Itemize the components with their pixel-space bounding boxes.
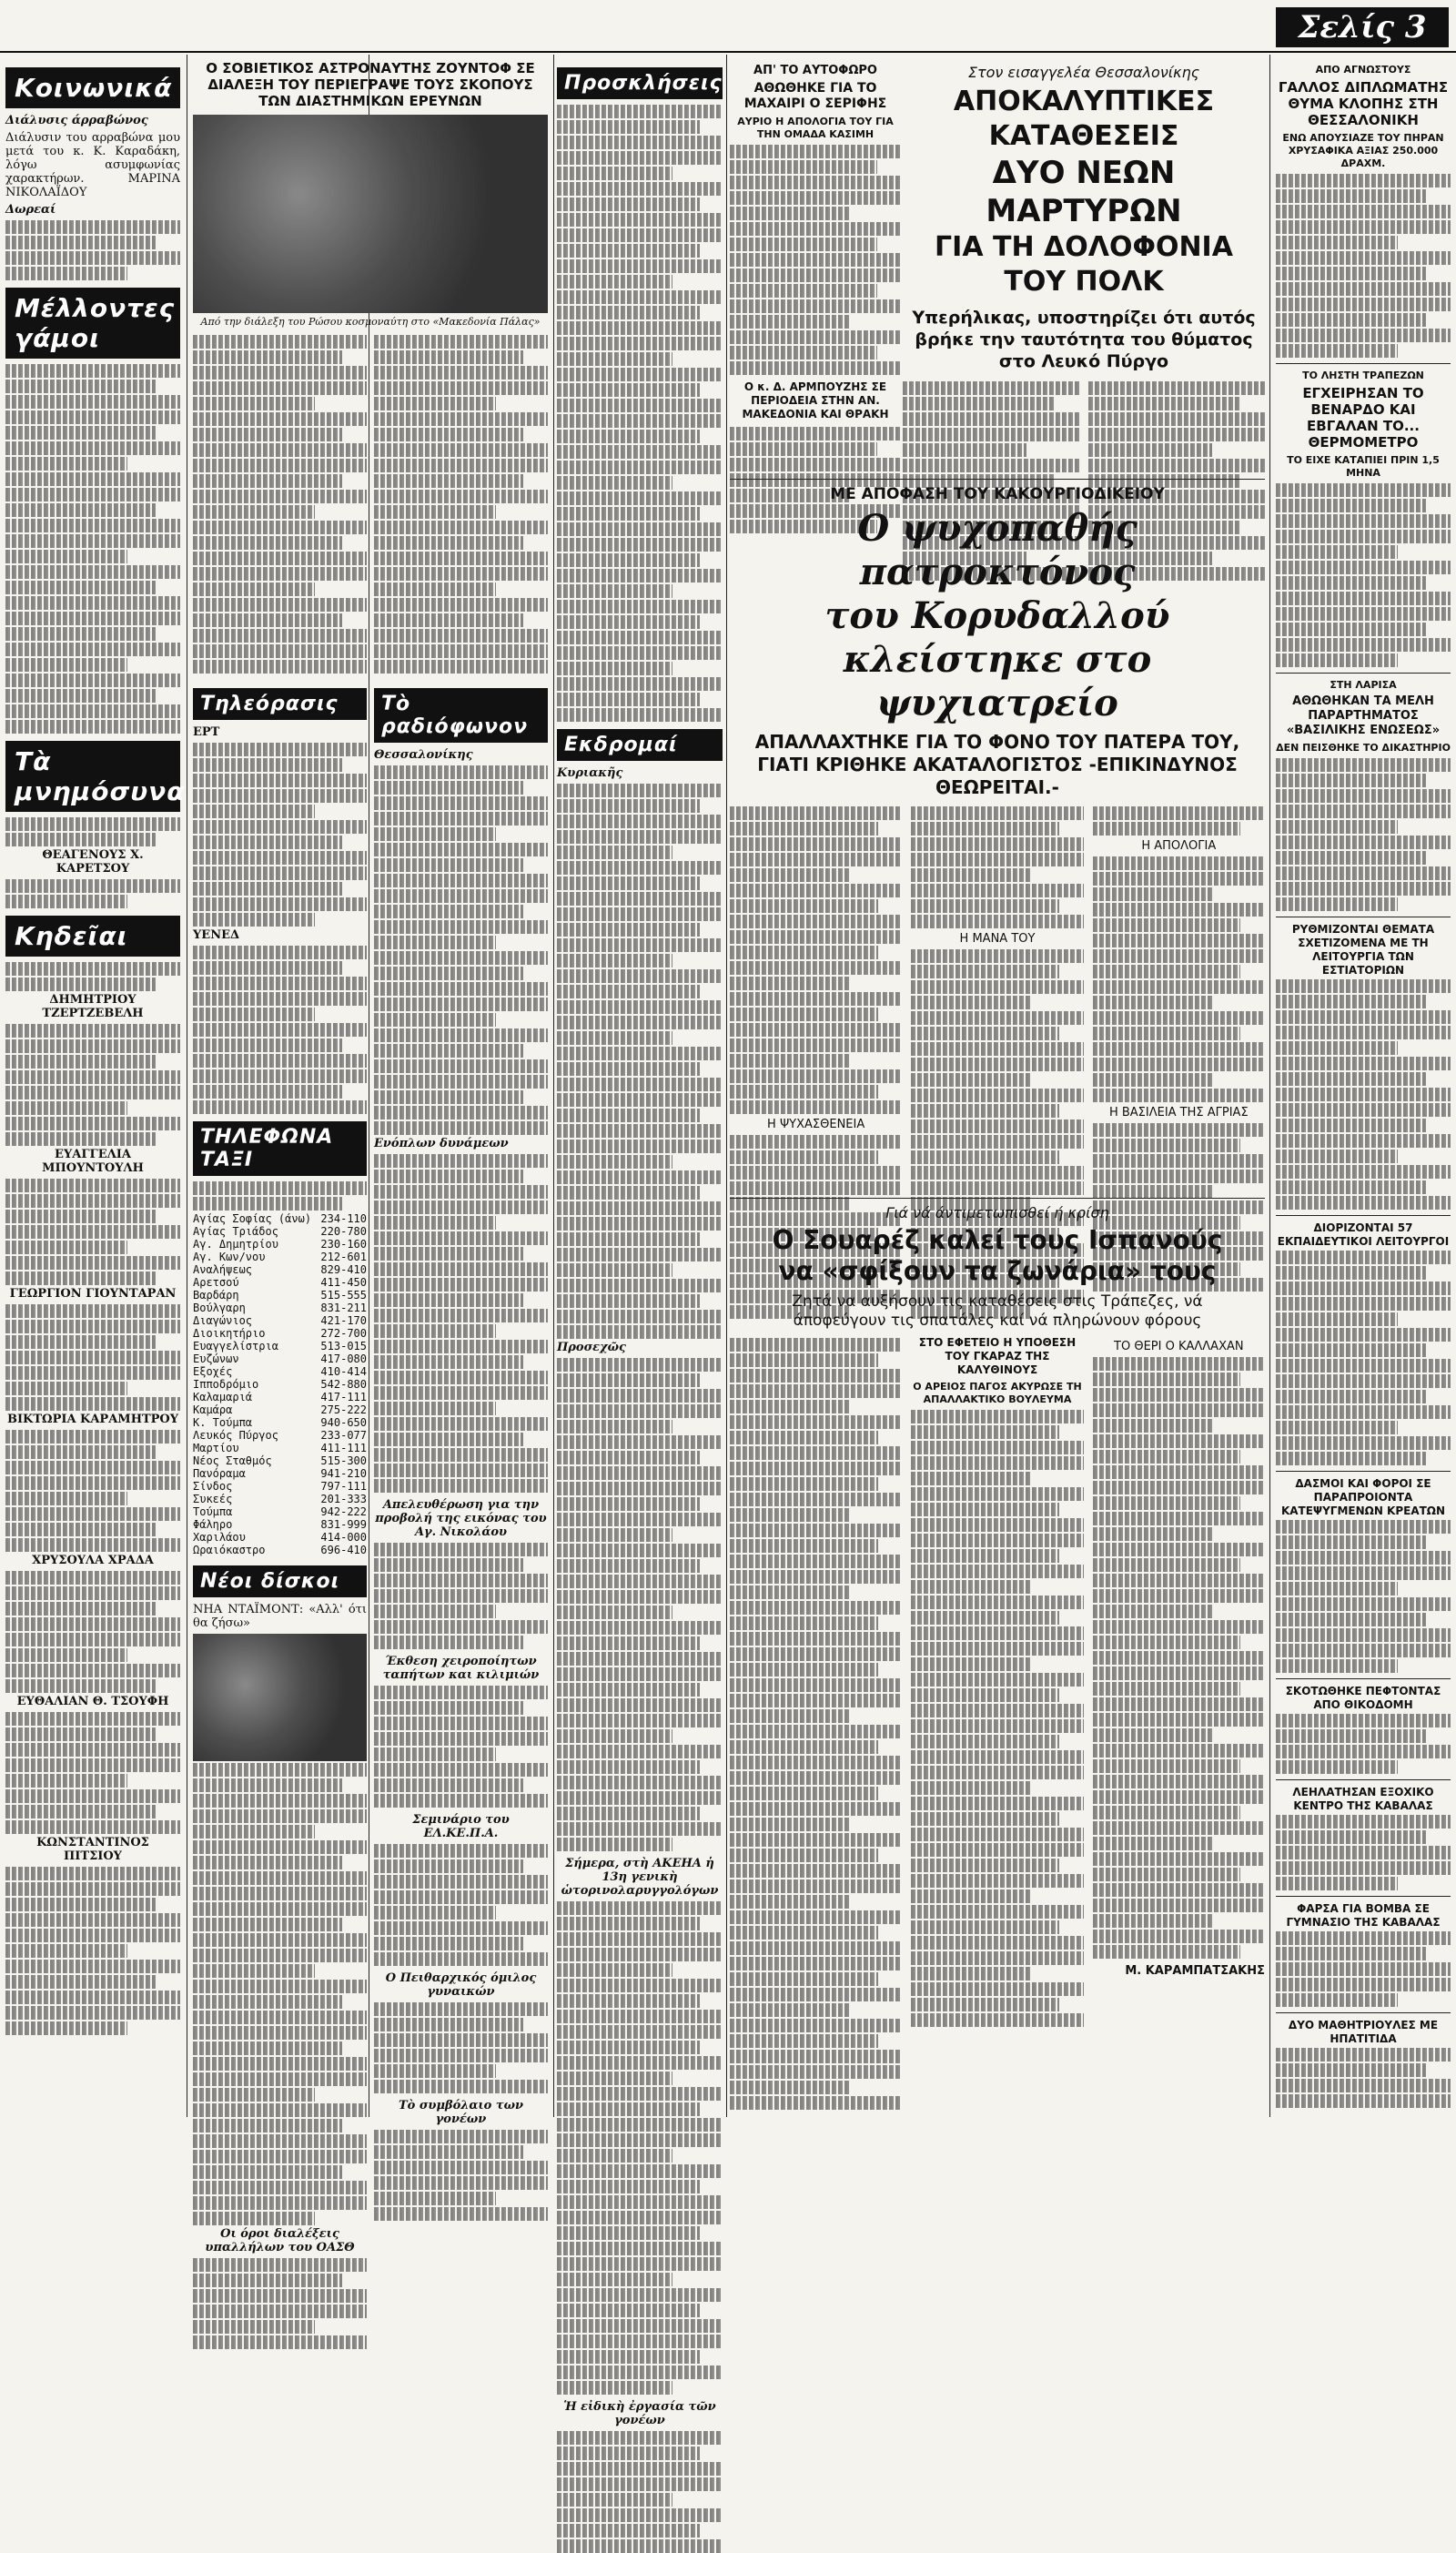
brief-larissa-sub: ΔΕΝ ΠΕΙΣΘΗΚΕ ΤΟ ΔΙΚΑΣΤΗΡΙΟ (1276, 742, 1451, 754)
section-mother: Η ΜΑΝΑ ΤΟΥ (959, 932, 1036, 946)
brief-kicker-larissa: ΣΤΗ ΛΑΡΙΣΑ (1330, 679, 1397, 691)
radio-armed-forces: Ενόπλων δυνάμεων (374, 1137, 509, 1150)
phone-number: 272-700 (320, 1327, 367, 1340)
suarez-headline-1: Ο Σουαρέζ καλεί τους Ισπανούς (772, 1225, 1223, 1255)
funeral-name: ΕΥΑΓΓΕΛΙΑ ΜΠΟΥΝΤΟΥΛΗ (42, 1148, 144, 1175)
phone-number: 220-780 (320, 1225, 367, 1238)
tv-ert: ΕΡΤ (193, 725, 220, 739)
taxi-phone-table (193, 1212, 367, 1556)
phone-number: 201-333 (320, 1493, 367, 1505)
brief-kavala-headline: ΛΕΗΛΑΤΗΣΑΝ ΕΞΟΧΙΚΟ ΚΕΝΤΡΟ ΤΗΣ ΚΑΒΑΛΑΣ (1292, 1786, 1434, 1812)
phone-number: 942-222 (320, 1505, 367, 1518)
brief-bank-headline: ΕΓΧΕΙΡΗΣΑΝ ΤΟ ΒΕΝΑΡΔΟ ΚΑΙ ΕΒΓΑΛΑΝ ΤΟ... ΘΕΡΜΟΜΕΤΡΟ (1302, 385, 1424, 451)
banner-excursions: Εκδρομαί (557, 729, 723, 761)
funeral-name: ΒΙΚΤΩΡΙΑ ΚΑΡΑΜΗΤΡΟΥ (6, 1413, 179, 1426)
phone-number: 233-077 (320, 1429, 367, 1442)
banner-invitations: Προσκλήσεις (557, 67, 723, 99)
phone-row (193, 1314, 367, 1327)
phone-area: Μαρτίου (193, 1442, 239, 1454)
court-kicker: ΑΠ' ΤΟ ΑΥΤΟΦΩΡΟ (753, 64, 877, 77)
brief-staff-headline: ΔΙΟΡΙΖΟΝΤΑΙ 57 ΕΚΠΑΙΔΕΥΤΙΚΟΙ ΛΕΙΤΟΥΡΓΟΙ (1277, 1221, 1450, 1248)
acquittal-sub: ΑΥΡΙΟ Η ΑΠΟΛΟΓΙΑ ΤΟΥ ΓΙΑ ΤΗΝ ΟΜΑΔΑ ΚΑΣΙΜΗ (737, 116, 894, 140)
akeha-heading: Σήμερα, στὴ ΑΚΕΗΑ ἡ 13η γενικὴ ὡτορινολαρυγγολόγων (561, 1857, 719, 1898)
phone-number: 513-015 (320, 1340, 367, 1352)
phone-row (193, 1251, 367, 1263)
phone-row (193, 1238, 367, 1251)
column-rule (1269, 55, 1270, 2117)
phone-row (193, 1263, 367, 1276)
phone-row (193, 1352, 367, 1365)
pollution-heading: Ο Πειθαρχικός όμιλος γυναικών (385, 1971, 537, 1999)
column-social (5, 60, 186, 2117)
psychopath-headline-2: του Κορυδαλλού (824, 594, 1170, 637)
phone-row (193, 1327, 367, 1340)
banner-radio: Τὸ ραδιόφωνον (374, 688, 548, 743)
column-rule (553, 55, 554, 2117)
phone-number: 696-410 (320, 1544, 367, 1556)
phone-number: 230-160 (320, 1238, 367, 1251)
byline: Μ. ΚΑΡΑΜΠΑΤΣΑΚΗΣ (1125, 1964, 1265, 1978)
donations-heading: Δωρεαί (5, 203, 56, 217)
polk-subheadline: Υπερήλικας, υποστηρίζει ότι αυτός βρήκε την ταυτότητα του θύματος στο Λευκό Πύργο (912, 308, 1256, 371)
phone-number: 212-601 (320, 1251, 367, 1263)
phone-area: Ωραιόκαστρο (193, 1544, 266, 1556)
apollo-heading: Απελευθέρωση για την προβολή της εικόνας του Αγ. Νικολάου (375, 1498, 547, 1539)
phone-area: Χαριλάου (193, 1531, 246, 1544)
phone-row (193, 1378, 367, 1391)
disc-photo (193, 1634, 367, 1761)
phone-row (193, 1212, 367, 1225)
phone-row (193, 1391, 367, 1403)
column-invitations (557, 60, 723, 2427)
funeral-name: ΧΡΥΣΟΥΛΑ ΧΡΑΔΑ (32, 1554, 154, 1567)
funeral-name: ΕΥΘΑΛΙΑΝ Θ. ΤΣΟΥΦΗ (16, 1695, 169, 1708)
phone-area: Αγίας Τριάδος (193, 1225, 278, 1238)
phone-area: Ευζώνων (193, 1352, 239, 1365)
phone-area: Κ. Τούμπα (193, 1416, 253, 1429)
garage-box-headline: ΣΤΟ ΕΦΕΤΕΙΟ Η ΥΠΟΘΕΣΗ ΤΟΥ ΓΚΑΡΑΖ ΤΗΣ ΚΑΛΥΘΙΝΟΥΣ (918, 1336, 1077, 1376)
worker-heading: Ἡ εἰδικὴ ἐργασία τῶν γονέων (563, 2400, 716, 2427)
astronaut-photo (193, 115, 548, 313)
brief-tax-headline: ΔΑΣΜΟΙ ΚΑΙ ΦΟΡΟΙ ΣΕ ΠΑΡΑΠΡΟΙΟΝΤΑ ΚΑΤΕΨΥΓΜΕΝΩΝ ΚΡΕΑΤΩΝ (1280, 1477, 1446, 1517)
phone-row (193, 1289, 367, 1302)
phone-number: 829-410 (320, 1263, 367, 1276)
phone-area: Ιπποδρόμιο (193, 1378, 259, 1391)
phone-area: Συκεές (193, 1493, 233, 1505)
lead-story-polk (903, 60, 1265, 461)
banner-memorials: Τὰ μνημόσυνα (5, 741, 180, 812)
arbouzis-headline: Ο κ. Δ. ΑΡΜΠΟΥΖΗΣ ΣΕ ΠΕΡΙΟΔΕΙΑ ΣΤΗΝ ΑΝ. ΜΑΚΕΔΟΝΙΑ ΚΑΙ ΘΡΑΚΗ (742, 380, 889, 420)
polk-headline-3: ΓΙΑ ΤΗ ΔΟΛΟΦΟΝΙΑ ΤΟΥ ΠΟΛΚ (935, 231, 1233, 298)
phone-number: 275-222 (320, 1403, 367, 1416)
banner-taxi-phones: ΤΗΛΕΦΩΝΑ ΤΑΞΙ (193, 1121, 367, 1176)
section-kallax: ΤΟ ΘΕΡΙ Ο ΚΑΛΛΑΧΑΝ (1114, 1340, 1244, 1353)
brief-bomb-headline: ΦΑΡΣΑ ΓΙΑ ΒΟΜΒΑ ΣΕ ΓΥΜΝΑΣΙΟ ΤΗΣ ΚΑΒΑΛΑΣ (1286, 1902, 1441, 1929)
brief-larissa-headline: ΑΘΩΘΗΚΑΝ ΤΑ ΜΕΛΗ ΠΑΡΑΡΤΗΜΑΤΟΣ «ΒΑΣΙΛΙΚΗΣ ΕΝΩΣΕΩΣ» (1286, 694, 1441, 737)
phone-number: 421-170 (320, 1314, 367, 1327)
garage-box-sub: Ο ΑΡΕΙΟΣ ΠΑΓΟΣ ΑΚΥΡΩΣΕ ΤΗ ΑΠΑΛΛΑΚΤΙΚΟ ΒΟΥΛΕΥΜΑ (913, 1381, 1082, 1405)
memorial-name: ΘΕΑΓΕΝΟΥΣ Χ. ΚΑΡΕΤΣΟΥ (42, 848, 144, 876)
brief-kicker-bank: ΤΟ ΛΗΣΤΗ ΤΡΑΠΕΖΩΝ (1302, 370, 1424, 381)
section-psych: Η ΨΥΧΑΣΘΕΝΕΙΑ (767, 1118, 865, 1131)
phone-area: Αγ. Κων/νου (193, 1251, 266, 1263)
brief-rules-headline: ΡΥΘΜΙΖΟΝΤΑΙ ΘΕΜΑΤΑ ΣΧΕΤΙΖΟΜΕΝΑ ΜΕ ΤΗ ΛΕΙΤΟΥΡΓΙΑ ΤΩΝ ΕΣΤΙΑΤΟΡΙΩΝ (1291, 923, 1435, 977)
phone-number: 417-111 (320, 1391, 367, 1403)
phone-row (193, 1429, 367, 1442)
psychopath-kicker: ΜΕ ΑΠΟΦΑΣΗ ΤΟΥ ΚΑΚΟΥΡΓΙΟΔΙΚΕΙΟΥ (830, 485, 1165, 503)
phone-row (193, 1276, 367, 1289)
section-torture: Η ΒΑΣΙΛΕΙΑ ΤΗΣ ΑΓΡΙΑΣ (1108, 1106, 1249, 1119)
astronaut-photo-caption: Από την διάλεξη του Ρώσου κοσμοναύτη στο «Μακεδονία Πάλας» (200, 316, 541, 328)
brief-killed-headline: ΣΚΟΤΩΘΗΚΕ ΠΕΦΤΟΝΤΑΣ ΑΠΟ ΘΙΚΟΔΟΜΗ (1285, 1685, 1441, 1711)
column-briefs (1276, 60, 1451, 2117)
phone-row (193, 1225, 367, 1238)
phone-area: Διαγώνιος (193, 1314, 253, 1327)
section-apology: Η ΑΠΟΛΟΓΙΑ (1141, 839, 1217, 853)
banner-funerals: Κηδεῖαι (5, 916, 180, 957)
phone-number: 831-999 (320, 1518, 367, 1531)
phone-row (193, 1454, 367, 1467)
banner-new-discs: Νέοι δίσκοι (193, 1565, 367, 1597)
astronaut-headline: Ο ΣΟΒΙΕΤΙΚΟΣ ΑΣΤΡΟΝΑΥΤΗΣ ΖΟΥΝΤΟΦ ΣΕ ΔΙΑΛΕΞΗ ΤΟΥ ΠΕΡΙΕΓΡΑΨΕ ΤΟΥΣ ΣΚΟΠΟΥΣ ΤΩΝ ΔΙΑΣΤΗΜΙΚΩΝ ΕΡΕΥΝΩΝ (206, 60, 535, 109)
acquittal-headline: ΑΘΩΘΗΚΕ ΓΙΑ ΤΟ ΜΑΧΑΙΡΙ Ο ΣΕΡΙΦΗΣ (743, 81, 887, 111)
phone-row (193, 1493, 367, 1505)
phone-number: 831-211 (320, 1302, 367, 1314)
radio-thessaloniki: Θεσσαλονίκης (374, 748, 473, 762)
phone-area: Εξοχές (193, 1365, 233, 1378)
phone-area: Ευαγγελίστρια (193, 1340, 278, 1352)
phone-area: Αγ. Δημητρίου (193, 1238, 278, 1251)
phone-row (193, 1302, 367, 1314)
phone-row (193, 1365, 367, 1378)
phone-number: 515-300 (320, 1454, 367, 1467)
engagement-text: Διάλυσιν του αρραβώνα μου μετά του κ. Κ. Καραδάκη, λόγω ασυμφωνίας χαρακτήρων. ΜΑΡΙΝΑ ΝΙΚΟΛΑΪΔΟΥ (5, 131, 180, 199)
psychopath-headline-3: κλείστηκε στο ψυχιατρείο (843, 638, 1152, 724)
lead-story-psychopath (730, 473, 1265, 1183)
phone-area: Καλαμαριά (193, 1391, 253, 1403)
funeral-name: ΓΕΩΡΓΙΟΝ ΓΙΟΥΝΤΑΡΑΝ (9, 1287, 177, 1301)
phone-number: 414-000 (320, 1531, 367, 1544)
phone-area: Καμάρα (193, 1403, 233, 1416)
phone-row (193, 1467, 367, 1480)
tv-yened: ΥΕΝΕΔ (193, 928, 240, 942)
polk-kicker: Στον εισαγγελέα Θεσσαλονίκης (967, 64, 1200, 81)
phone-row (193, 1518, 367, 1531)
brief-bank-sub: ΤΟ ΕΙΧΕ ΚΑΤΑΠΙΕΙ ΠΡΙΝ 1,5 ΜΗΝΑ (1287, 454, 1440, 479)
phone-area: Βούλγαρη (193, 1302, 246, 1314)
banner-future-weddings: Μέλλοντες γάμοι (5, 288, 180, 359)
polk-headline-1: ΑΠΟΚΑΛΥΠΤΙΚΕΣ ΚΑΤΑΘΕΣΕΙΣ (953, 86, 1215, 152)
banner-social: Κοινωνικά (5, 67, 180, 108)
phone-number: 515-555 (320, 1289, 367, 1302)
phone-row (193, 1442, 367, 1454)
suarez-headline-2: να «σφίξουν τα ζωνάρια» τους (778, 1256, 1217, 1286)
excursion-sunday: Κυριακῆς (557, 766, 623, 780)
phone-row (193, 1480, 367, 1493)
top-rule (0, 51, 1456, 53)
funeral-name: ΔΗΜΗΤΡΙΟΥ ΤΖΕΡΤΖΕΒΕΛΗ (42, 993, 144, 1020)
phone-number: 542-880 (320, 1378, 367, 1391)
oasth-heading: Οι όροι διαλέξεις υπαλλήλων του ΟΑΣΘ (205, 2227, 355, 2254)
brief-kicker-unknown: ΑΠΟ ΑΓΝΩΣΤΟΥΣ (1315, 64, 1411, 76)
phone-area: Βαρδάρη (193, 1289, 239, 1302)
psychopath-subheadline: ΑΠΑΛΛΑΧΤΗΚΕ ΓΙΑ ΤΟ ΦΟΝΟ ΤΟΥ ΠΑΤΕΡΑ ΤΟΥ, ΓΙΑΤΙ ΚΡΙΘΗΚΕ ΑΚΑΤΑΛΟΓΙΣΤΟΣ -ΕΠΙΚΙΝΔΥΝΟΣ ΘΕΩΡΕΙΤΑΙ.- (754, 731, 1240, 798)
suarez-kicker: Γιά νά άντιμετωπισθεί ή κρίση (885, 1204, 1109, 1221)
phone-area: Αρετσού (193, 1276, 239, 1289)
disc-text: ΝΗΑ ΝΤΑΪΜΟΝΤ: «Αλλ' ότι θα ζήσω» (193, 1603, 367, 1630)
phone-number: 941-210 (320, 1467, 367, 1480)
phone-row (193, 1544, 367, 1556)
phone-row (193, 1531, 367, 1544)
phone-area: Πανόραμα (193, 1467, 246, 1480)
phone-area: Φάληρο (193, 1518, 233, 1531)
column-astronaut (193, 60, 548, 2254)
phone-row (193, 1340, 367, 1352)
suarez-subheadline: Ζητά να αυξήσουν τις καταθέσεις στις Τράπεζες, νά άποφεύγουν τις σπατάλες καί νά πληρώνουν φόρους (792, 1292, 1203, 1330)
phone-number: 417-080 (320, 1352, 367, 1365)
column-court-short (730, 60, 901, 461)
phone-area: Τούμπα (193, 1505, 233, 1518)
brief-gallos-headline: ΓΑΛΛΟΣ ΔΙΠΛΩΜΑΤΗΣ ΘΥΜΑ ΚΛΟΠΗΣ ΣΤΗ ΘΕΣΣΑΛΟΝΙΚΗ (1278, 79, 1449, 128)
phone-row (193, 1403, 367, 1416)
phone-area: Αναλήψεως (193, 1263, 253, 1276)
phone-number: 797-111 (320, 1480, 367, 1493)
phone-number: 411-450 (320, 1276, 367, 1289)
phone-area: Λευκός Πύργος (193, 1429, 278, 1442)
phone-row (193, 1505, 367, 1518)
exhibition-heading: Έκθεση χειροποίητων ταπήτων και κιλιμιών (382, 1655, 540, 1682)
psychopath-headline-1: Ο ψυχοπαθής πατροκτόνος (857, 507, 1138, 593)
seminar-heading: Σεμινάριο του ΕΛ.ΚΕ.Π.Α. (412, 1813, 510, 1840)
excursion-upcoming: Προσεχῶς (557, 1341, 626, 1354)
phone-number: 410-414 (320, 1365, 367, 1378)
column-rule (726, 55, 727, 2117)
phone-number: 940-650 (320, 1416, 367, 1429)
phone-number: 411-111 (320, 1442, 367, 1454)
banner-television: Τηλεόρασις (193, 688, 367, 720)
brief-gallos-sub: ΕΝΩ ΑΠΟΥΣΙΑΖΕ ΤΟΥ ΠΗΡΑΝ ΧΡΥΣΑΦΙΚΑ ΑΞΙΑΣ 250.000 ΔΡΑΧΜ. (1282, 132, 1444, 169)
brief-students-headline: ΔΥΟ ΜΑΘΗΤΡΙΟΥΛΕΣ ΜΕ ΗΠΑΤΙΤΙΔΑ (1288, 2019, 1439, 2045)
parents-heading: Τὸ συμβόλαιο των γονέων (398, 2099, 524, 2126)
phone-area: Διοικητήριο (193, 1327, 266, 1340)
polk-headline-2: ΔΥΟ ΝΕΩΝ ΜΑΡΤΥΡΩΝ (986, 155, 1182, 229)
phone-area: Σίνδος (193, 1480, 233, 1493)
phone-row (193, 1416, 367, 1429)
phone-number: 234-110 (320, 1212, 367, 1225)
engagement-heading: Διάλυσις άρραβώνος (5, 114, 148, 127)
phone-area: Νέος Σταθμός (193, 1454, 272, 1467)
phone-area: Αγίας Σοφίας (άνω) (193, 1212, 312, 1225)
funeral-name: ΚΩΝΣΤΑΝΤΙΝΟΣ ΠΙΤΣΙΟΥ (36, 1836, 149, 1863)
page-number-badge: Σελίς 3 (1276, 7, 1449, 47)
suarez-story (730, 1192, 1265, 2117)
